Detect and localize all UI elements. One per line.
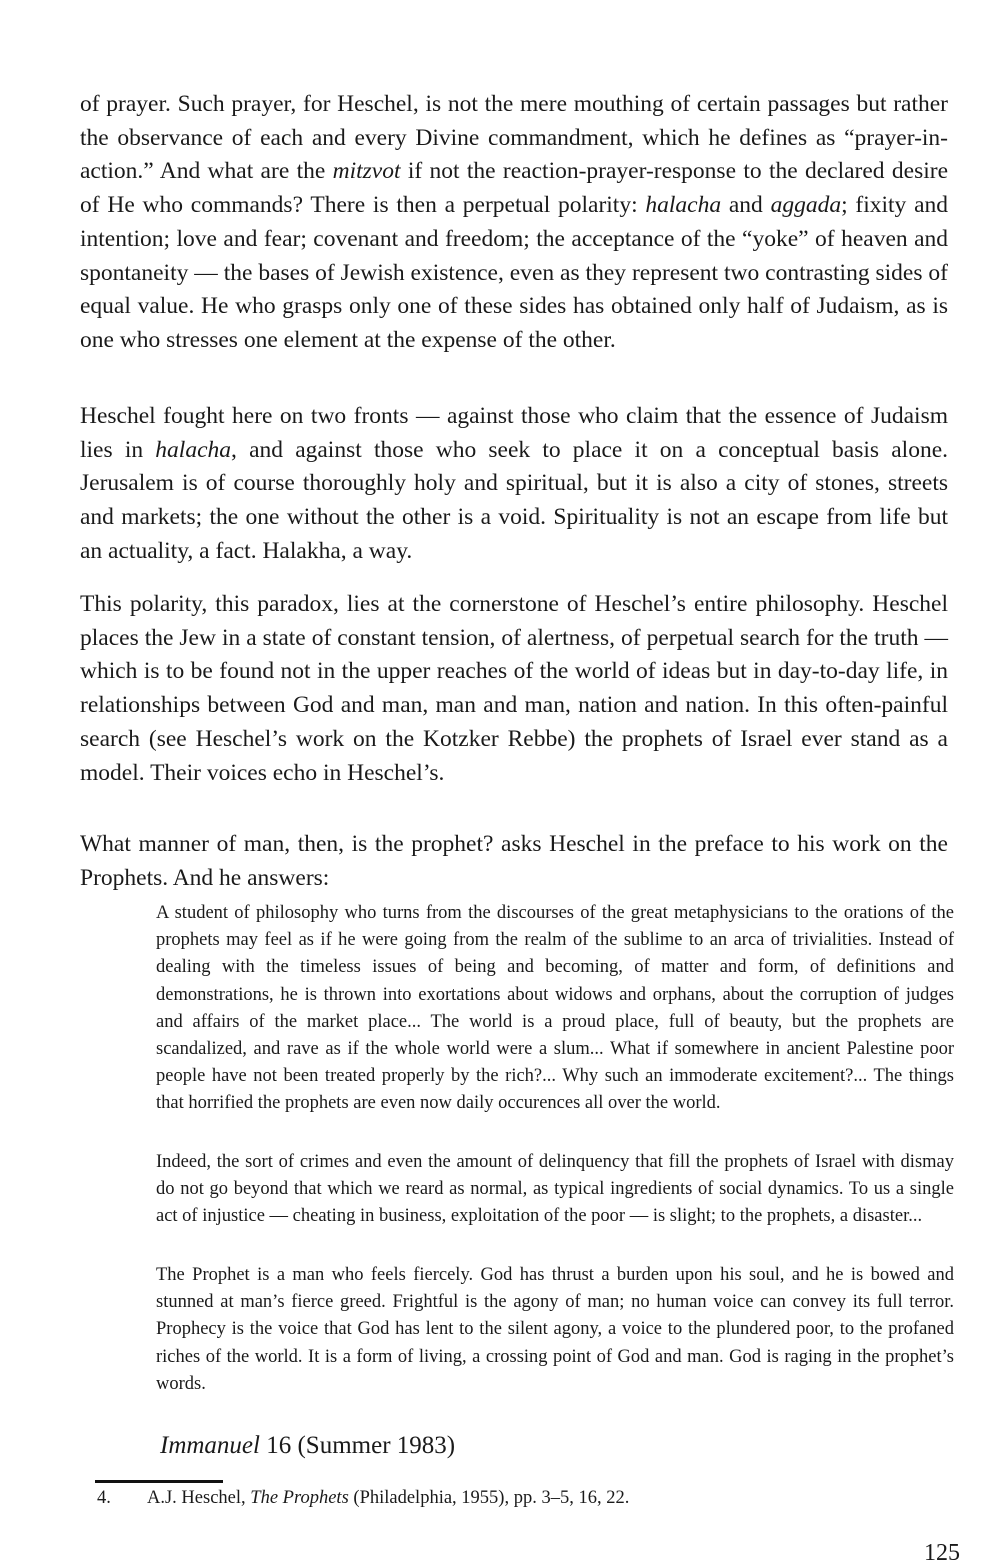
- text-run: What manner of man, then, is the prophet? asks Heschel in the preface to his work on the Prophets. And he answers:: [80, 831, 948, 891]
- italic-term: mitzvot: [332, 158, 401, 185]
- text-run: of prayer. Such prayer, for Heschel, is not the mere mouthing of certain passages but rather the observance of each and every Divine commandment, which he defines as “prayer-in-action.” And what are the: [80, 91, 948, 185]
- footnote-author: A.J. Heschel,: [147, 1488, 251, 1508]
- footnote-book-title: The Prophets: [250, 1488, 349, 1508]
- block-quote-paragraph-2: Indeed, the sort of crimes and even the amount of delinquency that fill the prophets of Israel with dismay do not go beyond that which we reard as normal, as typical ingredients of social dynamics. To us a single act of injustice — cheating in business, exploitation of the poor — is slight; to the prophets, a disaster...: [156, 1152, 954, 1227]
- body-paragraph-3: [80, 588, 948, 790]
- body-paragraph-4: [80, 828, 948, 895]
- journal-title: Immanuel: [160, 1432, 260, 1459]
- journal-reference: [160, 1432, 455, 1460]
- text-run: if not the reaction-prayer-response to the declared desire of He who commands? There is then a perpetual polarity:: [80, 158, 948, 219]
- block-quote-paragraph-1: A student of philosophy who turns from the discourses of the great metaphysicians to the orations of the prophets may feel as if he were going from the realm of the sublime to an arca of trivialities. Instead of dealing with the timeless issues of being and becoming, of matter and form, of definitions and demonstrations, he is thrown into exortations about widows and orphans, about the corruption of judges and affairs of the market place... The world is a proud place, full of beauty, but the prophets are scandalized, and rave as if the whole world were a slum... What if somewhere in ancient Palestine poor people have not been treated properly by the rich?... Why such an immoderate excitement?... The things that horrified the prophets are even now daily occurences all over the world.: [156, 903, 954, 1114]
- body-paragraph-1: [80, 88, 948, 358]
- text-run: and: [721, 192, 771, 219]
- text-run: , and against those who seek to place it on a conceptual basis alone. Jerusalem is of course thoroughly holy and spiritual, but it is also a city of stones, streets and markets; the one without the other is a void. Spirituality is not an escape from life but an actuality, a fact. Halakha, a way.: [80, 436, 948, 564]
- italic-term: halacha: [645, 192, 722, 219]
- footnote-number: 4.: [97, 1488, 111, 1508]
- block-quote-paragraph-3: The Prophet is a man who feels fiercely. God has thrust a burden upon his soul, and he is bowed and stunned at man’s fierce greed. Frightful is the agony of man; no human voice can convey its full terror. Prophecy is the voice that God has lent to the silent agony, a voice to the plundered poor, to the profaned riches of the world. It is a form of living, a crossing point of God and man. God is raging in the prophet’s words.: [156, 1265, 954, 1394]
- journal-issue: 16 (Summer 1983): [266, 1432, 456, 1459]
- page-number: 125: [924, 1540, 960, 1566]
- footnote-separator: [95, 1480, 223, 1483]
- text-run: Heschel fought here on two fronts — against those who claim that the essence of Judaism lies in: [80, 403, 948, 463]
- italic-term: aggada: [770, 192, 842, 219]
- text-run: ; fixity and intention; love and fear; covenant and freedom; the acceptance of the “yoke” of heaven and spontaneity — the bases of Jewish existence, even as they represent two contrasting sides of equal value. He who grasps only one of these sides has obtained only half of Judaism, as is one who stresses one element at the expense of the other.: [80, 192, 949, 353]
- footnote-details: (Philadelphia, 1955), pp. 3–5, 16, 22.: [348, 1488, 630, 1508]
- text-run: This polarity, this paradox, lies at the cornerstone of Heschel’s entire philosophy. Heschel places the Jew in a state of constant tension, of alertness, of perpetual search for the truth — which is to be found not in the upper reaches of the world of ideas but in day-to-day life, in relationships between God and man, man and man, nation and nation. In this often-painful search (see Heschel’s work on the Kotzker Rebbe) the prophets of Israel ever stand as a model. Their voices echo in Heschel’s.: [80, 591, 948, 786]
- body-paragraph-2: [80, 400, 948, 569]
- footnote: [97, 1488, 629, 1509]
- italic-term: halacha: [155, 436, 232, 463]
